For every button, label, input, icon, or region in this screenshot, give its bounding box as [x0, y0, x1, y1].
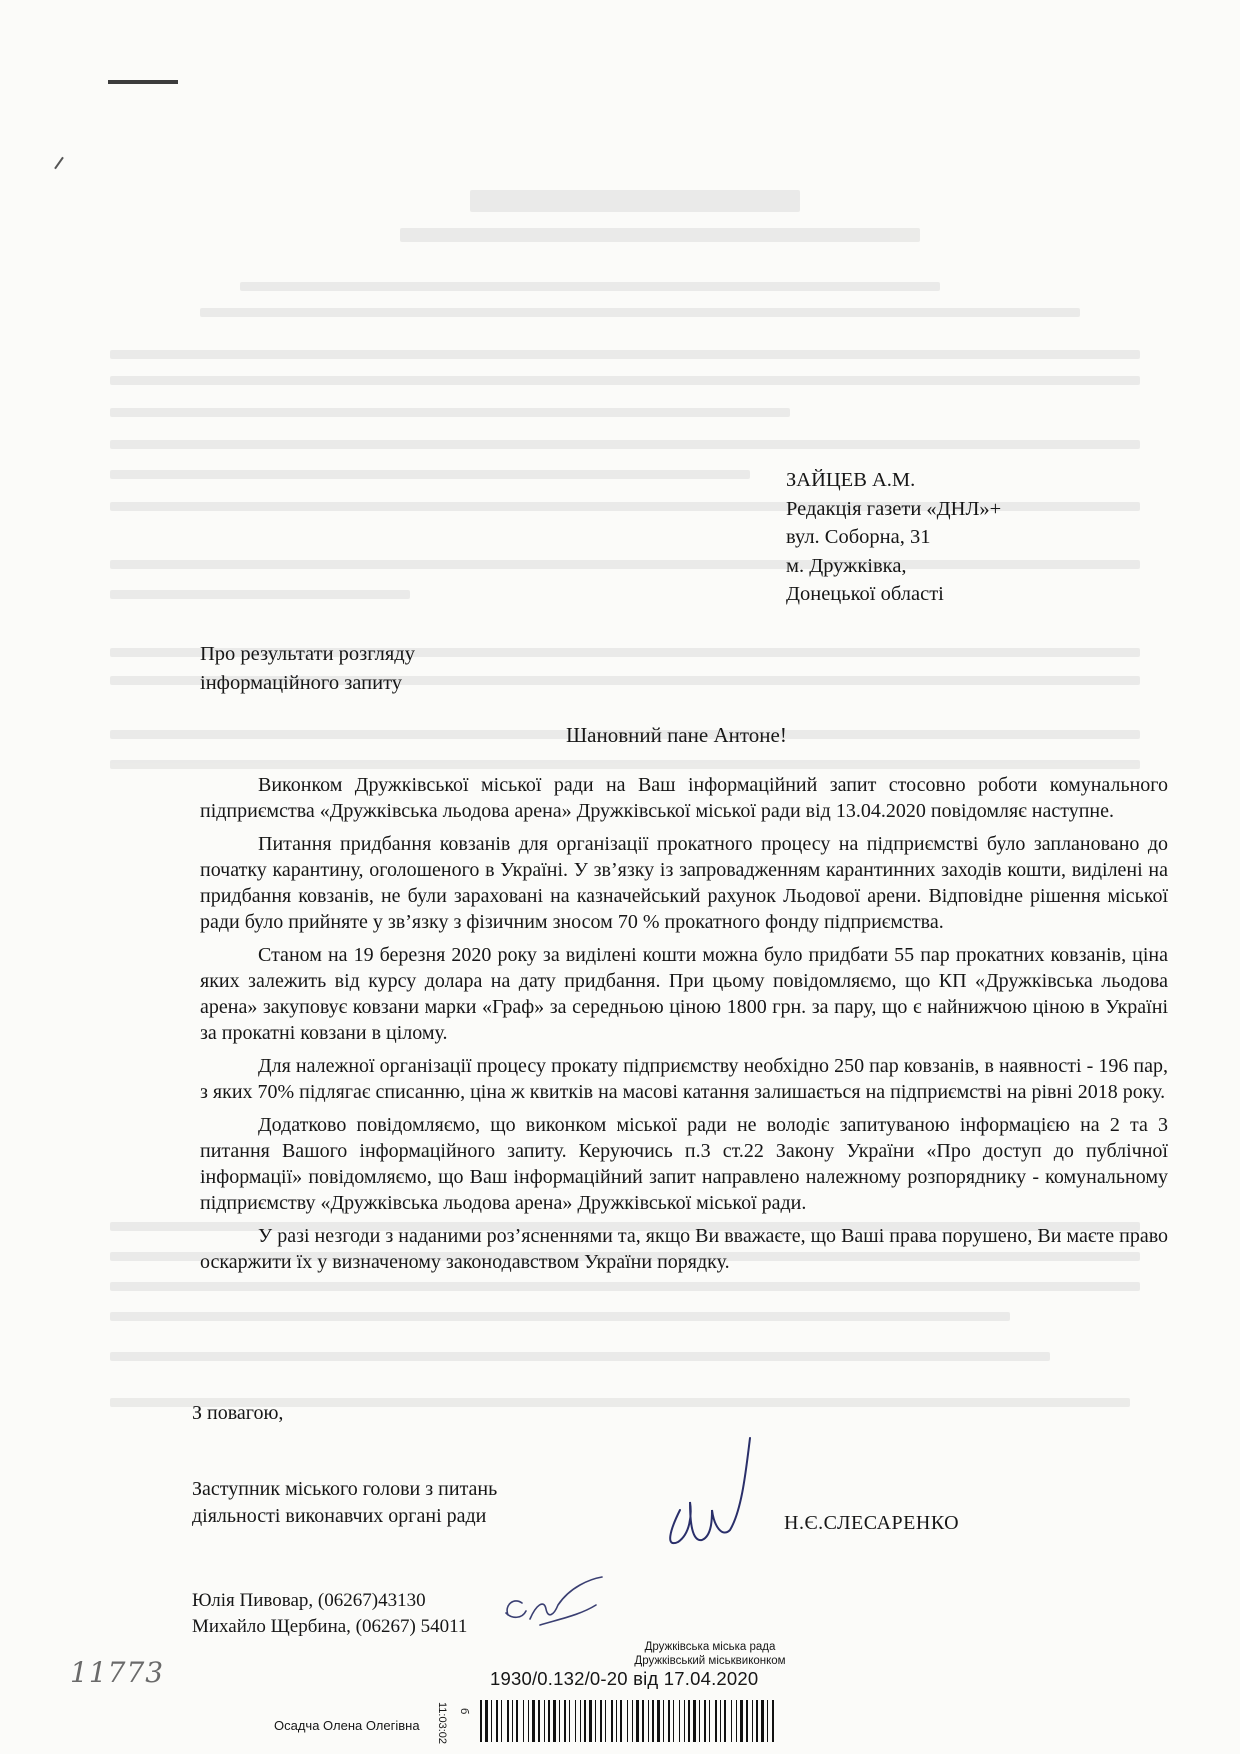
- scan-mark: [54, 157, 64, 170]
- executor-name: Осадча Олена Олегівна: [274, 1718, 420, 1733]
- signer-position-line: Заступник міського голови з питань: [192, 1478, 498, 1500]
- signer-name: Н.Є.СЛЕСАРЕНКО: [784, 1512, 960, 1534]
- closing-phrase: З повагою,: [192, 1402, 284, 1424]
- body-paragraph: Питання придбання ковзанів для організації прокатного процесу на підприємстві було заплановано до початку карантину, оголошеного в Україні. У зв’язку із запровадженням карантинних заходів кошти, виділені на придбання ковзанів, не були зараховані на казначейський рахунок Льодової арени. Відповідне рішення міської ради було прийняте у зв’язку з фізичним зносом 70 % прокатного фонду підприємства.: [200, 833, 1168, 933]
- addressee-name: ЗАЙЦЕВ А.М.: [786, 469, 916, 491]
- subject-line: інформаційного запиту: [200, 672, 403, 694]
- contact-person: Юлія Пивовар, (06267)43130: [192, 1590, 426, 1611]
- signer-position-line: діяльності виконавчих органі ради: [192, 1505, 487, 1527]
- scan-mark: [108, 80, 178, 84]
- barcode: [480, 1700, 780, 1742]
- addressee-street: вул. Соборна, 31: [786, 526, 931, 548]
- registration-mark: б: [458, 1708, 470, 1715]
- body-paragraph: Додатково повідомляємо, що виконком міської ради не володіє запитуваною інформацією на 2 та 3 питання Вашого інформаційного запиту. Керуючись п.3 ст.22 Закону України «Про доступ до публічної інформації» повідомляємо, що Ваш інформаційний запит направлено належному розпоряднику - комунальному підприємству «Дружківська льодова арена» Дружківської міської ради.: [200, 1114, 1168, 1214]
- subject-line: Про результати розгляду: [200, 643, 415, 665]
- handwritten-signature: [650, 1430, 760, 1560]
- contact-list: [192, 1588, 467, 1640]
- body-paragraph: У разі незгоди з наданими роз’ясненнями та, якщо Ви вважаєте, що Ваші права порушено, Ви маєте право оскаржити їх у визначеному законодавством України порядку.: [200, 1225, 1168, 1273]
- body-paragraph: Виконком Дружківської міської ради на Ваш інформаційний запит стосовно роботи комунального підприємства «Дружківська льодова арена» Дружківської міської ради від 13.04.2020 повідомляє наступне.: [200, 774, 1168, 822]
- handwritten-number: 11773: [70, 1656, 165, 1689]
- greeting: Шановний пане Антоне!: [566, 723, 787, 747]
- addressee-block: [786, 466, 1001, 609]
- signer-position: [192, 1476, 497, 1530]
- registration-org-line: Дружківський міськвиконком: [634, 1655, 786, 1667]
- registration-org: [530, 1640, 890, 1668]
- letter-body: [200, 772, 1168, 1282]
- addressee-region: Донецької області: [786, 583, 944, 605]
- body-paragraph: Станом на 19 березня 2020 року за виділені кошти можна було придбати 55 пар прокатних ковзанів, ціна яких залежить від курсу долара на дату придбання. При цьому повідомляємо, що КП «Дружківська льодова арена» закуповує ковзани марки «Граф» за середньою ціною 1800 грн. за пару, що є найнижчою ціною в Україні за прокатні ковзани в цілому.: [200, 944, 1168, 1044]
- subject-block: [200, 640, 415, 698]
- handwritten-initials: [500, 1575, 610, 1635]
- addressee-city: м. Дружківка,: [786, 554, 907, 577]
- registration-org-line: Дружківська міська рада: [644, 1641, 776, 1653]
- contact-person: Михайло Щербина, (06267) 54011: [192, 1616, 468, 1637]
- addressee-org: Редакція газети «ДНЛ»+: [786, 497, 1002, 520]
- body-paragraph: Для належної організації процесу прокату підприємству необхідно 250 пар ковзанів, в наявності - 196 пар, з яких 70% підлягає списанню, ціна ж квитків на масові катання залишається на підприємстві на рівні 2018 року.: [200, 1055, 1168, 1103]
- registration-number: 1930/0.132/0-20 від 17.04.2020: [490, 1668, 759, 1689]
- registration-time: 11:03:02: [436, 1702, 448, 1745]
